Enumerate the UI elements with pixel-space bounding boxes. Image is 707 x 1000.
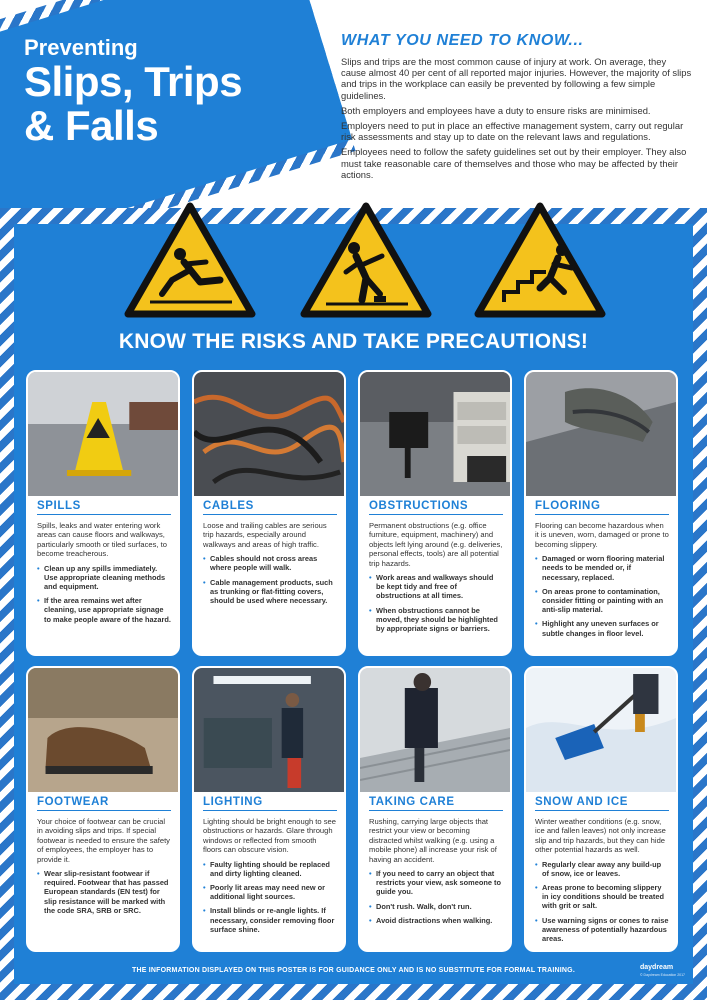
need-to-know-paragraph: Employees need to follow the safety guidelines set out by their employer. They also must take reasonable care of themselves and those who may be affected by their actions. xyxy=(341,146,687,180)
card-bullet: • On areas prone to contamination, consider fitting or painting with an anti-slip material. xyxy=(535,587,669,615)
card-body xyxy=(37,796,171,920)
card-bullet: • When obstructions cannot be moved, they should be highlighted by appropriate signs or barriers. xyxy=(369,606,503,634)
card-body xyxy=(535,796,669,948)
card-bullet: • If you need to carry an object that restricts your view, ask someone to guide you. xyxy=(369,869,503,897)
precautions-heading: KNOW THE RISKS AND TAKE PRECAUTIONS! xyxy=(118,330,589,353)
card-bullet-list xyxy=(37,869,171,915)
card-flooring xyxy=(524,370,678,656)
card-bullet: • Wear slip-resistant footwear if required. Footwear that has passed European standards (EN test) for slip resistance will be marked with the code SRA, SRB or SRC. xyxy=(37,869,171,915)
card-intro: Loose and trailing cables are serious trip hazards, especially around walkways and areas of high traffic. xyxy=(203,521,327,549)
card-bullet: • Use warning signs or cones to raise awareness of potentially hazardous areas. xyxy=(535,916,669,944)
card-snow-and-ice xyxy=(524,666,678,952)
cables-photo xyxy=(194,372,344,496)
precautions-panel xyxy=(14,224,693,984)
card-bullet-list xyxy=(203,554,337,605)
card-bullet-list xyxy=(535,860,669,944)
card-bullet-list xyxy=(535,554,669,638)
card-bullet: • Avoid distractions when walking. xyxy=(369,916,503,925)
card-bullet: • Don't rush. Walk, don't run. xyxy=(369,902,503,911)
trip-warning-icon xyxy=(300,202,432,320)
card-bullet-list xyxy=(203,860,337,934)
card-taking-care xyxy=(358,666,512,952)
taking-care-photo xyxy=(360,668,510,792)
need-to-know-paragraph: Both employers and employees have a duty to ensure risks are minimised. xyxy=(341,104,651,116)
card-title: FLOORING xyxy=(535,500,669,515)
need-to-know-section xyxy=(341,32,693,184)
card-intro: Your choice of footwear can be crucial in avoiding slips and trips. If special footwear is needed to ensure the safety of employees, the employer has to provide it. xyxy=(37,817,170,864)
card-body xyxy=(203,796,337,939)
card-intro: Lighting should be bright enough to see obstructions or hazards. Glare through windows or reflected from smooth floors can obscure vision. xyxy=(203,817,336,855)
card-bullet: • Install blinds or re-angle lights. If necessary, consider removing floor surface shine. xyxy=(203,906,337,934)
spills-photo xyxy=(28,372,178,496)
card-cables xyxy=(192,370,346,656)
card-body xyxy=(369,500,503,638)
card-title: OBSTRUCTIONS xyxy=(369,500,503,515)
warning-signs-row xyxy=(14,224,693,334)
card-bullet-list xyxy=(369,869,503,925)
snow-and-ice-photo xyxy=(526,668,676,792)
card-body xyxy=(37,500,171,629)
card-intro: Flooring can become hazardous when it is uneven, worn, damaged or prone to becoming slippery. xyxy=(535,521,669,549)
card-body xyxy=(369,796,503,930)
card-bullet: • Regularly clear away any build-up of snow, ice or leaves. xyxy=(535,860,669,878)
card-body xyxy=(203,500,337,610)
card-body xyxy=(535,500,669,643)
obstructions-photo xyxy=(360,372,510,496)
title-block xyxy=(24,36,242,148)
card-bullet: • Cable management products, such as trunking or flat-fitting covers, should be used where necessary. xyxy=(203,578,337,606)
card-footwear xyxy=(26,666,180,952)
title-line-2: Slips, Trips xyxy=(24,58,243,105)
title-line-1: Preventing xyxy=(24,35,138,60)
card-intro: Permanent obstructions (e.g. office furniture, equipment, machinery) and objects left lying around (e.g. deliveries, personal effects, tools) are all potential trip hazards. xyxy=(369,521,503,568)
footwear-photo xyxy=(28,668,178,792)
card-bullet: • Faulty lighting should be replaced and dirty lighting cleaned. xyxy=(203,860,337,878)
card-obstructions xyxy=(358,370,512,656)
card-bullet: • Work areas and walkways should be kept tidy and free of obstructions at all times. xyxy=(369,573,503,601)
card-bullet: • Poorly lit areas may need new or additional light sources. xyxy=(203,883,337,901)
card-bullet-list xyxy=(37,564,171,624)
card-bullet: • Cables should not cross areas where people will walk. xyxy=(203,554,337,572)
card-spills xyxy=(26,370,180,656)
brand-copyright: © Daydream Education 2017 xyxy=(640,973,685,977)
card-bullet: • Highlight any uneven surfaces or subtle changes in floor level. xyxy=(535,619,669,637)
lighting-photo xyxy=(194,668,344,792)
card-lighting xyxy=(192,666,346,952)
card-intro: Spills, leaks and water entering work areas can cause floors and walkways, particularly smooth or tiled surfaces, to become treacherous. xyxy=(37,521,167,559)
card-bullet-list xyxy=(369,573,503,633)
slip-warning-icon xyxy=(124,202,256,320)
card-intro: Winter weather conditions (e.g. snow, ice and fallen leaves) not only increase slip and trip hazards, but they can hide other potential hazards as well. xyxy=(535,817,666,855)
card-title: FOOTWEAR xyxy=(37,796,171,811)
title-line-3: & Falls xyxy=(24,102,159,149)
card-bullet: • Clean up any spills immediately. Use appropriate cleaning methods and equipment. xyxy=(37,564,171,592)
need-to-know-paragraph: Employers need to put in place an effective management system, carry out regular risk assessments and stay up to date on the relevant laws and regulations. xyxy=(341,120,684,143)
card-title: SPILLS xyxy=(37,500,171,515)
card-bullet: • Damaged or worn flooring material needs to be mended or, if necessary, replaced. xyxy=(535,554,669,582)
card-title: SNOW AND ICE xyxy=(535,796,669,811)
fall-warning-icon xyxy=(474,202,606,320)
card-title: CABLES xyxy=(203,500,337,515)
disclaimer-text: THE INFORMATION DISPLAYED ON THIS POSTER IS FOR GUIDANCE ONLY AND IS NO SUBSTITUTE FOR FORMAL TRAINING. xyxy=(132,967,575,974)
card-title: TAKING CARE xyxy=(369,796,503,811)
flooring-photo xyxy=(526,372,676,496)
card-bullet: • Areas prone to becoming slippery in icy conditions should be treated with grit or salt. xyxy=(535,883,669,911)
need-to-know-heading: WHAT YOU NEED TO KNOW... xyxy=(341,32,584,49)
card-bullet: • If the area remains wet after cleaning, use appropriate signage to make people aware of the hazard. xyxy=(37,596,171,624)
card-title: LIGHTING xyxy=(203,796,337,811)
need-to-know-paragraph: Slips and trips are the most common cause of injury at work. On average, they cause almost 40 per cent of all reported major injuries. However, the majority of slips and trips in the workplace can easily be prevented by following a few simple guidelines. xyxy=(341,56,692,101)
card-intro: Rushing, carrying large objects that restrict your view or becoming distracted whilst walking (e.g. using a mobile phone) all increase your risk of having an accident. xyxy=(369,817,497,864)
brand-logo: daydream xyxy=(640,964,674,971)
